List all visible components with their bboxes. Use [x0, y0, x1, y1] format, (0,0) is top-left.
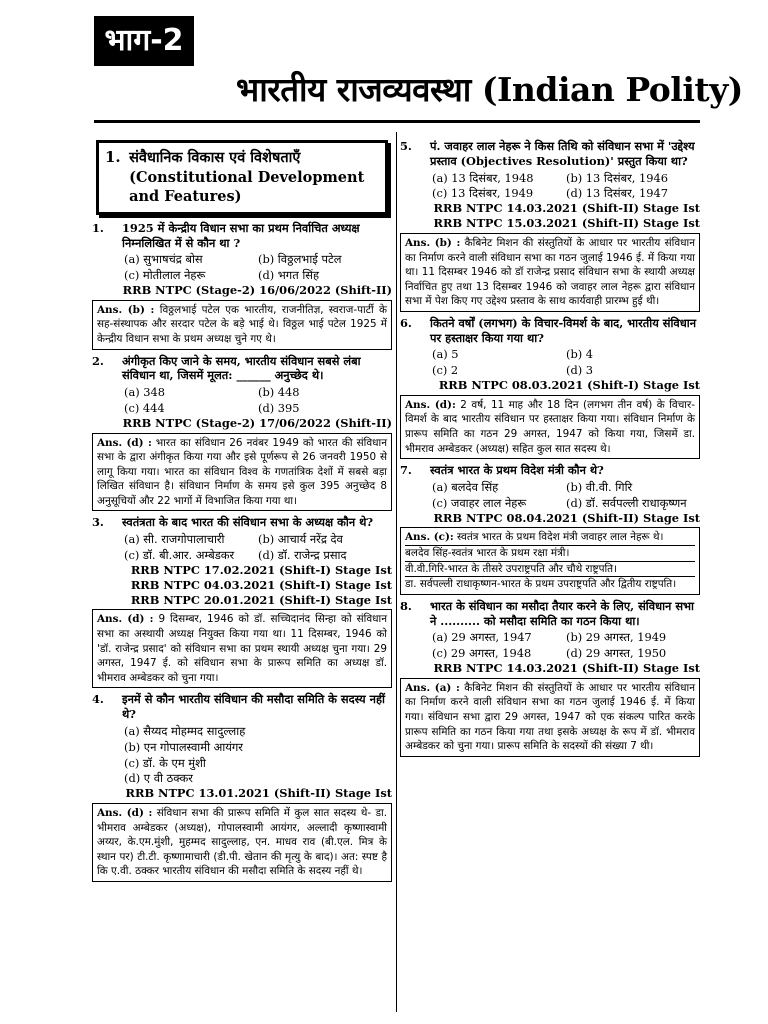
answer-box [92, 803, 392, 882]
question-text: भारत के संविधान का मसौदा तैयार करने के लिए, संविधान सभा ने .......... को मसौदा समिति का गठन किया था। [430, 598, 694, 628]
question [92, 221, 392, 251]
options-grid [92, 252, 392, 283]
option: (c) जवाहर लाल नेहरू [432, 495, 527, 510]
option: (c) डॉ. बी.आर. अम्बेडकर [124, 548, 235, 563]
answer-text: कैबिनेट मिशन की संस्तुतियों के आधार पर भारतीय संविधान का निर्माण करने वाली संविधान सभा का गठन जुलाई 1946 ई. में किया गया था। 11 दिसम्बर 1946 को डॉ राजेन्द्र प्रसाद संविधान सभा के स्थायी अध्यक्ष निर्वाचित हुए तथा 13 दिसम्बर 1946 को जवाहर लाल नेहरू द्वारा संविधान सभा में पेश किए गए उद्देश्य प्रस्ताव के साथ कार्यवाही प्रारम्भ हुई थी। [405, 236, 695, 308]
option: (c) डॉ. के एम मुंशी [124, 755, 206, 770]
answer-box [92, 433, 392, 512]
option: (d) 395 [258, 401, 300, 415]
answer-paragraph [97, 806, 387, 879]
option: (d) 29 अगस्त, 1950 [566, 646, 667, 661]
option: (c) 29 अगस्त, 1948 [432, 646, 532, 661]
answer-box [400, 395, 700, 459]
exam-source: RRB NTPC 08.04.2021 (Shift-II) Stage Ist [433, 510, 700, 525]
question [92, 692, 392, 722]
exam-source: RRB NTPC 17.02.2021 (Shift-I) Stage Ist [130, 562, 392, 577]
answer-paragraph [405, 545, 695, 561]
answer-paragraph [405, 236, 695, 309]
answer-paragraph [405, 530, 695, 545]
question [400, 139, 700, 169]
section-number: 1. [105, 148, 121, 166]
options-grid [400, 171, 700, 202]
question-text: स्वतंत्र भारत के प्रथम विदेश मंत्री कौन थे? [430, 463, 604, 478]
answer-text: भारत का संविधान 26 नवंबर 1949 को भारत की संविधान सभा के द्वारा अंगीकृत किया गया और इसे पूर्णरूप से 26 जनवरी 1950 से लागू किया गया। भारत का संविधान विश्व के गणतांत्रिक देशों में सबसे बड़ा लिखित संविधान है। संविधान निर्माण के समय इसे कुल 395 अनुच्छेद 8 अनुसूचियों और 22 भागों में विभाजित किया गया था। [97, 436, 387, 507]
answer-label: Ans. (b) : [97, 303, 155, 316]
question-number: 1. [92, 220, 104, 235]
option: (c) 444 [124, 401, 165, 415]
answer-paragraph [97, 303, 387, 347]
answer-text: विठ्ठलभाई पटेल एक भारतीय, राजनीतिज्ञ, स्वराज-पार्टी के सह-संस्थापक और सरदार पटेल के बड़े भाई थे। विठ्ठल भाई पटेल 1925 में केन्द्रीय विधान सभा के प्रथम अध्यक्ष चुने गए थे। [97, 303, 387, 345]
question [92, 515, 392, 530]
answer-text: डा. सर्वपल्ली राधाकृष्णन-भारत के प्रथम उपराष्ट्रपति और द्वितीय राष्ट्रपति। [405, 578, 677, 591]
question-block [400, 316, 700, 459]
options-grid [92, 532, 392, 563]
option: (c) 2 [432, 363, 459, 378]
option: (a) सुभाषचंद्र बोस [124, 252, 203, 267]
question-number: 5. [400, 139, 412, 153]
exam-source: RRB NTPC (Stage-2) 17/06/2022 (Shift-II) [122, 415, 392, 430]
section-title-english: (Constitutional Development and Features) [129, 168, 365, 206]
answer-paragraph [97, 436, 387, 509]
option: (a) 29 अगस्त, 1947 [432, 630, 532, 645]
exam-source: RRB NTPC (Stage-2) 16/06/2022 (Shift-II) [122, 283, 392, 297]
question-number: 4. [92, 692, 104, 707]
exam-source: RRB NTPC 14.03.2021 (Shift-II) Stage Ist [433, 661, 700, 676]
section-title-hindi: संवैधानिक विकास एवं विशेषताएँ [129, 149, 301, 166]
page-title: भारतीय राजव्यवस्था (Indian Polity) [236, 70, 743, 109]
answer-text: 2 वर्ष, 11 माह और 18 दिन (लगभग तीन वर्ष) के विचार-विमर्श के बाद भारतीय संविधान पर हस्ताक्षर किया गया। संविधान निर्माण के प्रारूप समिति का गठन 29 अगस्त, 1947 को किया गया, जिसमें डा. भीमराव अम्बेडकर (अध्यक्ष) सहित कुल सात सदस्य थे। [405, 398, 695, 455]
answer-text: संविधान सभा की प्रारूप समिति में कुल सात सदस्य थे- डा. भीमराव अम्बेडकर (अध्यक्ष), गोपालस्वामी आयंगर, अल्लादी कृष्णास्वामी अय्यर, के.एम.मुंशी, मुहम्मद सादुल्लाह, एन. माधव राव (बी.एल. मित्र के स्थान पर) टी.टी. कृष्णामाचारी (डी.पी. खेतान की मृत्यु के बाद)। अत: स्पष्ट है कि ए.वी. ठक्कर भारतीय संविधान की मसौदा समिति के सदस्य नहीं थे। [97, 807, 387, 878]
question-block [400, 139, 700, 312]
option: (b) वी.वी. गिरि [566, 480, 633, 494]
part-badge: भाग-2 [94, 16, 194, 66]
question [400, 316, 700, 346]
option: (d) ए वी ठक्कर [124, 771, 193, 786]
question-number: 2. [92, 353, 104, 368]
question-number: 3. [92, 515, 104, 530]
question-number: 7. [400, 463, 412, 478]
question-text: 1925 में केन्द्रीय विधान सभा का प्रथम निर्वाचित अध्यक्ष निम्नलिखित में से कौन था ? [122, 220, 360, 250]
option: (a) 348 [124, 385, 166, 400]
options-grid [400, 347, 700, 378]
answer-box [400, 527, 700, 594]
answer-label: Ans. (a) : [405, 681, 460, 694]
answer-label: Ans. (d): [405, 398, 456, 411]
option: (a) सी. राजगोपालाचारी [124, 532, 225, 547]
option: (d) 3 [566, 363, 594, 378]
exam-source: RRB NTPC 15.03.2021 (Shift-II) Stage Ist [433, 216, 700, 231]
option: (b) 4 [566, 347, 594, 362]
option: (a) सैय्यद मोहम्मद सादुल्लाह [124, 723, 246, 738]
answer-box [400, 678, 700, 757]
answer-box [92, 609, 392, 688]
exam-source: RRB NTPC 13.01.2021 (Shift-II) Stage Ist [125, 786, 392, 801]
question [400, 463, 700, 478]
option: (b) 13 दिसंबर, 1946 [566, 170, 669, 185]
answer-text: स्वतंत्र भारत के प्रथम विदेश मंत्री जवाहर लाल नेहरू थे। [457, 531, 664, 544]
exam-source: RRB NTPC 20.01.2021 (Shift-I) Stage Ist [130, 592, 392, 607]
option: (d) डॉ. सर्वपल्ली राधाकृष्णन [566, 495, 687, 510]
answer-label: Ans. (c): [405, 531, 454, 544]
answer-paragraph [405, 576, 695, 592]
answer-label: Ans. (d) : [97, 436, 152, 449]
question-block [92, 221, 392, 350]
option: (b) विठ्ठलभाई पटेल [258, 252, 342, 267]
answer-text: वी.वी.गिरि-भारत के तीसरे उपराष्ट्रपति और चौथे राष्ट्रपति। [405, 562, 618, 575]
answer-text: कैबिनेट मिशन की संस्तुतियों के आधार पर भारतीय संविधान का निर्माण करने वाली संविधान सभा का गठन जुलाई 1946 ई. में किया गया। संविधान सभा द्वारा 29 अगस्त, 1947 को एक संकल्प पारित करके प्रारूप समिति का गठन किया गया तथा इसके अध्यक्ष के रूप में डॉ. भीमराव अम्बेडकर को चुना गया। प्रारूप समिति के सदस्यों की संख्या 7 थी। [405, 681, 695, 753]
answer-paragraph [405, 561, 695, 577]
options-list [92, 724, 392, 786]
right-column [400, 136, 700, 761]
question-text: स्वतंत्रता के बाद भारत की संविधान सभा के अध्यक्ष कौन थे? [122, 515, 374, 530]
question [400, 599, 700, 629]
exam-source: RRB NTPC 14.03.2021 (Shift-II) Stage Ist [433, 201, 700, 216]
question-block [92, 515, 392, 688]
options-grid [400, 630, 700, 661]
question-text: अंगीकृत किए जाने के समय, भारतीय संविधान सबसे लंबा संविधान था, जिसमें मूलत: ______ अनुच्छेद थे। [122, 353, 361, 383]
answer-text: 9 दिसम्बर, 1946 को डॉ. सच्चिदानंद सिन्हा को संविधान सभा का अस्थायी अध्यक्ष नियुक्त किया गया था। 11 दिसम्बर, 1946 को 'डॉ. राजेन्द्र प्रसाद' को संविधान सभा का प्रथम स्थायी अध्यक्ष चुना गया। 29 अगस्त, 1947 ई. को संविधान सभा के प्रारूप समिति का अध्यक्ष डॉ. भीमराव अम्बेडकर को चुना गया। [97, 613, 387, 684]
answer-label: Ans. (b) : [405, 236, 461, 249]
exam-source: RRB NTPC 08.03.2021 (Shift-I) Stage Ist [438, 378, 700, 393]
options-grid [92, 385, 392, 416]
question-number: 8. [400, 598, 412, 613]
section-heading [96, 140, 388, 215]
option: (a) 13 दिसंबर, 1948 [432, 170, 534, 185]
question [92, 354, 392, 384]
header-rule [94, 120, 700, 123]
answer-label: Ans. (d) : [97, 807, 153, 820]
option: (a) 5 [432, 347, 459, 362]
options-grid [400, 480, 700, 511]
option: (a) बलदेव सिंह [432, 480, 499, 494]
question-block [400, 463, 700, 595]
option: (c) मोतीलाल नेहरू [124, 268, 206, 283]
option: (d) डॉ. राजेन्द्र प्रसाद [258, 548, 347, 563]
question-text: पं. जवाहर लाल नेहरू ने किस तिथि को संविधान सभा में 'उद्देश्य प्रस्ताव (Objectives Resolution)' प्रस्तुत किया था? [430, 139, 695, 168]
answer-box [92, 300, 392, 350]
option: (d) 13 दिसंबर, 1947 [566, 186, 669, 201]
question-text: कितने वर्षों (लगभग) के विचार-विमर्श के बाद, भारतीय संविधान पर हस्ताक्षर किया गया था? [430, 315, 697, 345]
column-divider [396, 132, 397, 1012]
question-block [400, 599, 700, 757]
option: (b) 29 अगस्त, 1949 [566, 630, 667, 645]
answer-label: Ans. (d) : [97, 613, 154, 626]
option: (b) आचार्य नरेंद्र देव [258, 532, 343, 547]
answer-paragraph [97, 612, 387, 685]
answer-text: बलदेव सिंह-स्वतंत्र भारत के प्रथम रक्षा मंत्री। [405, 547, 570, 560]
left-column [92, 136, 392, 886]
question-block [92, 692, 392, 882]
answer-paragraph [405, 681, 695, 754]
option: (b) 448 [258, 385, 300, 400]
option: (d) भगत सिंह [258, 268, 320, 283]
answer-box [400, 233, 700, 312]
question-block [92, 354, 392, 512]
question-text: इनमें से कौन भारतीय संविधान की मसौदा समिति के सदस्य नहीं थे? [122, 692, 385, 722]
answer-paragraph [405, 398, 695, 456]
question-number: 6. [400, 315, 412, 330]
option: (c) 13 दिसंबर, 1949 [432, 186, 534, 201]
exam-source: RRB NTPC 04.03.2021 (Shift-I) Stage Ist [130, 577, 392, 592]
option: (b) एन गोपालस्वामी आयंगर [124, 739, 243, 754]
